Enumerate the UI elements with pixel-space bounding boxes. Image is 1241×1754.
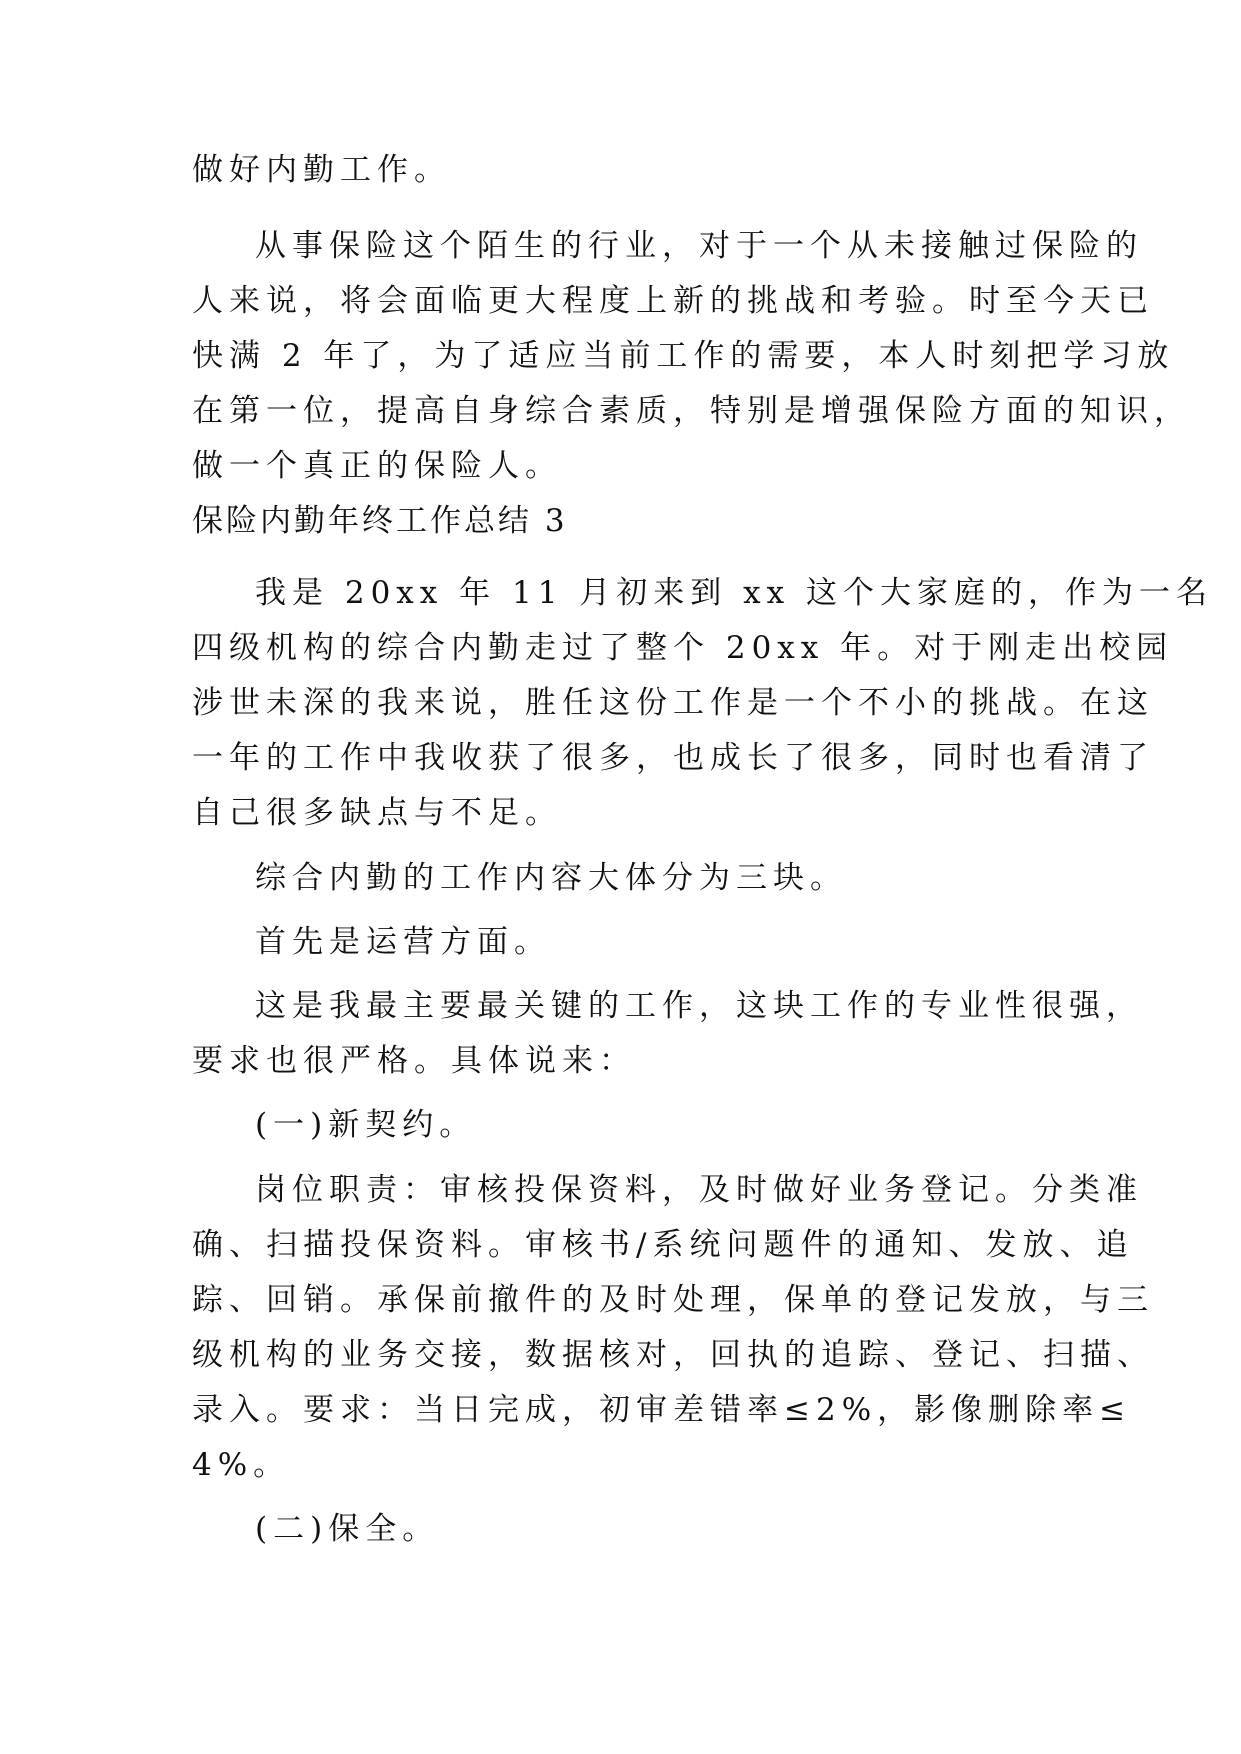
- paragraph-line: 首先是运营方面。: [255, 924, 551, 960]
- paragraph-line: 这是我最主要最关键的工作，这块工作的专业性很强，: [255, 988, 1143, 1024]
- subsection-label: (二)保全。: [255, 1511, 440, 1547]
- paragraph-line: 在第一位，提高自身综合素质，特别是增强保险方面的知识，: [192, 393, 1191, 429]
- paragraph-line: 要求也很严格。具体说来：: [192, 1043, 636, 1079]
- paragraph-line: 级机构的业务交接，数据核对，回执的追踪、登记、扫描、: [192, 1337, 1154, 1373]
- paragraph-line: 自己很多缺点与不足。: [192, 795, 562, 831]
- paragraph-line: 人来说，将会面临更大程度上新的挑战和考验。时至今天已: [192, 283, 1154, 319]
- paragraph-line: 综合内勤的工作内容大体分为三块。: [255, 860, 847, 896]
- paragraph-line: 录入。要求：当日完成，初审差错率≤2%，影像删除率≤: [192, 1392, 1132, 1428]
- paragraph-line: 四级机构的综合内勤走过了整个 20xx 年。对于刚走出校园: [192, 630, 1174, 666]
- paragraph-line: 涉世未深的我来说，胜任这份工作是一个不小的挑战。在这: [192, 685, 1154, 721]
- paragraph-line: 我是 20xx 年 11 月初来到 xx 这个大家庭的，作为一名: [255, 575, 1213, 611]
- paragraph-line: 4%。: [192, 1447, 291, 1483]
- paragraph-line: 做好内勤工作。: [192, 152, 451, 188]
- paragraph-line: 从事保险这个陌生的行业，对于一个从未接触过保险的: [255, 228, 1143, 264]
- paragraph-line: 确、扫描投保资料。审核书/系统问题件的通知、发放、追: [192, 1227, 1134, 1263]
- paragraph-line: 一年的工作中我收获了很多，也成长了很多，同时也看清了: [192, 740, 1154, 776]
- paragraph-line: 快满 2 年了，为了适应当前工作的需要，本人时刻把学习放: [192, 338, 1175, 374]
- section-heading: 保险内勤年终工作总结 3: [192, 503, 568, 539]
- subsection-label: (一)新契约。: [255, 1107, 477, 1143]
- paragraph-line: 岗位职责：审核投保资料，及时做好业务登记。分类准: [255, 1172, 1143, 1208]
- paragraph-line: 做一个真正的保险人。: [192, 448, 562, 484]
- paragraph-line: 踪、回销。承保前撤件的及时处理，保单的登记发放，与三: [192, 1282, 1154, 1318]
